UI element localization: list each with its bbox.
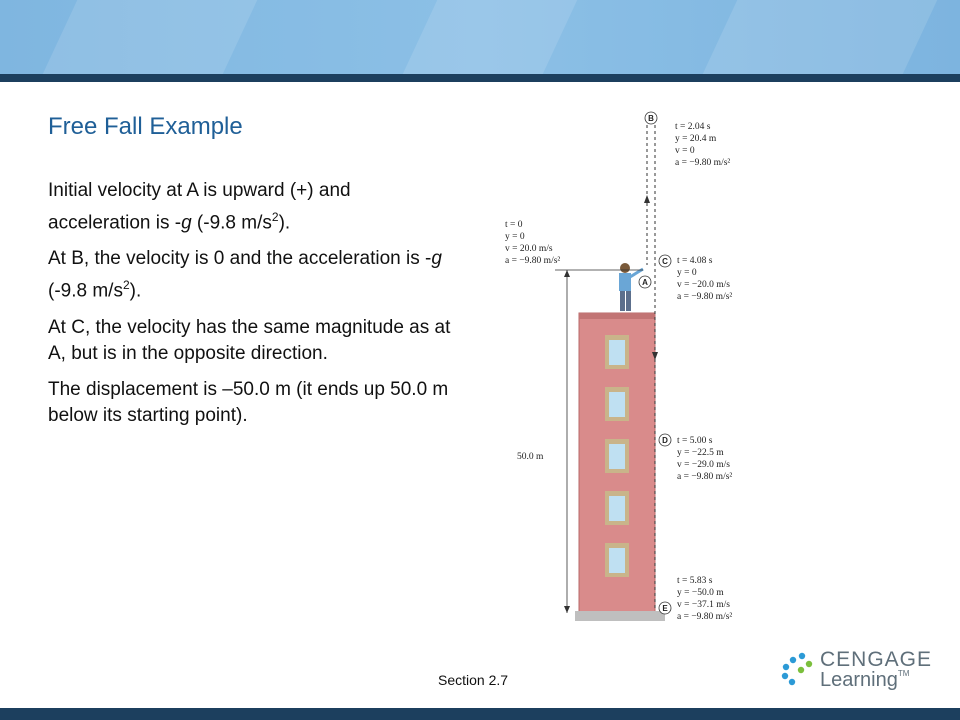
logo-word-cengage: CENGAGE — [820, 648, 933, 671]
dimension-arrow-icon — [564, 606, 570, 613]
values-point-a — [505, 220, 560, 266]
svg-text:a = −9.80 m/s²: a = −9.80 m/s² — [675, 158, 731, 168]
svg-text:a = −9.80 m/s²: a = −9.80 m/s² — [505, 256, 561, 266]
point-marker-c — [659, 255, 671, 267]
building-roof-trim — [579, 313, 655, 319]
ground — [575, 611, 665, 621]
header-decoration — [43, 0, 258, 74]
paragraph-displacement: The displacement is –50.0 m (it ends up 50.0 m below its starting point). — [48, 378, 449, 426]
svg-text:B: B — [648, 114, 654, 123]
section-label: Section 2.7 — [438, 672, 509, 688]
up-arrow-icon — [644, 195, 650, 203]
header-decoration — [403, 0, 578, 74]
paragraph-initial-velocity — [48, 178, 458, 236]
svg-text:C: C — [662, 257, 668, 266]
svg-text:t = 0: t = 0 — [505, 220, 523, 230]
header-band — [0, 0, 960, 74]
values-point-b — [675, 122, 730, 168]
svg-text:v = −20.0 m/s: v = −20.0 m/s — [677, 280, 730, 290]
svg-text:a = −9.80 m/s²: a = −9.80 m/s² — [677, 292, 733, 302]
paragraph-text: ). — [278, 212, 291, 234]
point-marker-e — [659, 602, 671, 614]
symbol-g: g — [431, 248, 442, 270]
free-fall-figure — [475, 105, 785, 635]
window — [605, 387, 629, 421]
svg-text:t = 4.08 s: t = 4.08 s — [677, 256, 713, 266]
window — [605, 335, 629, 369]
paragraph-text: At B, the velocity is 0 and the acceleration is - — [48, 248, 432, 270]
window — [605, 439, 629, 473]
svg-text:A: A — [642, 278, 648, 287]
paragraph-text: (-9.8 m/s — [48, 280, 123, 302]
svg-text:t = 2.04 s: t = 2.04 s — [675, 122, 711, 132]
slide-body — [48, 178, 458, 439]
footer-bar — [0, 708, 960, 720]
svg-text:v = 20.0 m/s: v = 20.0 m/s — [505, 244, 553, 254]
svg-text:y = −50.0 m: y = −50.0 m — [677, 588, 724, 598]
svg-text:y = −22.5 m: y = −22.5 m — [677, 448, 724, 458]
logo-word-learning-text: Learning — [820, 669, 898, 691]
dimension-arrow-icon — [564, 270, 570, 277]
header-divider — [0, 74, 960, 82]
svg-text:y = 0: y = 0 — [505, 232, 525, 242]
exponent: 2 — [271, 210, 279, 224]
svg-text:E: E — [662, 604, 668, 613]
point-marker-d — [659, 434, 671, 446]
svg-text:t = 5.00 s: t = 5.00 s — [677, 436, 713, 446]
paragraph-point-c: At C, the velocity has the same magnitude as at A, but is in the opposite direction. — [48, 316, 451, 364]
point-marker-b — [645, 112, 657, 124]
exponent: 2 — [122, 278, 130, 293]
logo-word-learning — [820, 669, 909, 692]
svg-text:y = 20.4 m: y = 20.4 m — [675, 134, 717, 144]
svg-text:t = 5.83 s: t = 5.83 s — [677, 576, 713, 586]
point-marker-a — [639, 276, 651, 288]
svg-text:a = −9.80 m/s²: a = −9.80 m/s² — [677, 472, 733, 482]
trademark-symbol: TM — [897, 669, 910, 678]
symbol-g: g — [181, 212, 192, 234]
header-decoration — [703, 0, 938, 74]
paragraph-text: ). — [129, 280, 142, 302]
values-point-d — [677, 436, 732, 482]
window — [605, 491, 629, 525]
svg-text:y = 0: y = 0 — [677, 268, 697, 278]
svg-text:D: D — [662, 436, 668, 445]
svg-text:v = −29.0 m/s: v = −29.0 m/s — [677, 460, 730, 470]
values-point-e — [677, 576, 732, 622]
values-point-c — [677, 256, 732, 302]
height-label: 50.0 m — [517, 452, 544, 462]
window — [605, 543, 629, 577]
paragraph-text: Initial velocity at A is upward (+) and acceleration is - — [48, 180, 351, 234]
svg-text:v = 0: v = 0 — [675, 146, 695, 156]
cengage-logo-icon — [780, 652, 816, 686]
paragraph-text: (-9.8 m/s — [191, 212, 272, 234]
svg-text:a = −9.80 m/s²: a = −9.80 m/s² — [677, 612, 733, 622]
svg-text:v = −37.1 m/s: v = −37.1 m/s — [677, 600, 730, 610]
slide-title: Free Fall Example — [48, 113, 243, 140]
paragraph-point-b — [48, 246, 458, 304]
